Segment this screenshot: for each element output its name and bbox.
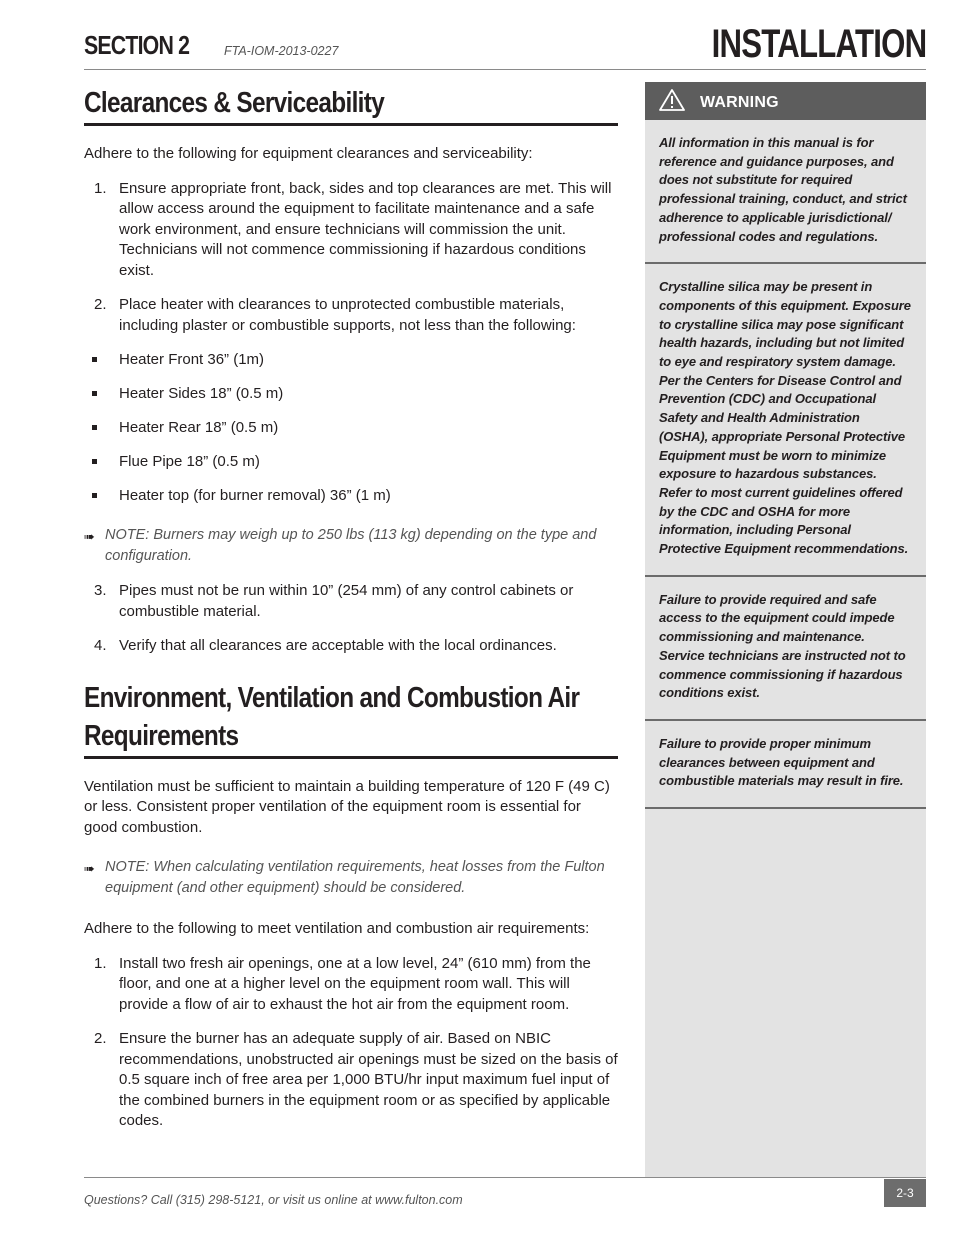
list-item: Heater Sides 18” (0.5 m) bbox=[84, 384, 618, 405]
clearances-steps-a bbox=[84, 179, 618, 337]
burner-weight-note: ➠ NOTE: Burners may weigh up to 250 lbs (113 kg) depending on the type and configuration. bbox=[84, 527, 597, 564]
clearance-bullets bbox=[84, 350, 618, 507]
bullet-square-icon bbox=[92, 493, 97, 498]
warning-sidebar bbox=[645, 82, 926, 1177]
clearances-intro: Adhere to the following for equipment clearances and serviceability: bbox=[84, 145, 533, 162]
list-item: 2. Ensure the burner has an adequate supply of air. Based on NBIC recommendations, unobstructed air openings must be sized on the basis of 0.5 square inch of free area per 1,000 BTU/hr input maximum fuel input of the combined burners in the equipment room or as specified by applicable codes. bbox=[94, 1030, 618, 1129]
warning-label: WARNING bbox=[700, 94, 779, 111]
warning-block: Failure to provide proper minimum clearances between equipment and combustible materials may result in fire. bbox=[645, 721, 926, 809]
footer-divider bbox=[84, 1177, 926, 1178]
warning-triangle-icon bbox=[659, 89, 685, 111]
document-number: FTA-IOM-2013-0227 bbox=[224, 44, 339, 58]
list-item: Heater Front 36” (1m) bbox=[84, 350, 618, 371]
list-item: Heater Rear 18” (0.5 m) bbox=[84, 418, 618, 439]
ventilation-paragraph: Ventilation must be sufficient to maintain a building temperature of 120 F (49 C) or less. Consistent proper ventilation of the equipment room is essential for good combustion. bbox=[84, 777, 610, 836]
main-content bbox=[84, 84, 618, 1132]
list-item: 4. Verify that all clearances are acceptable with the local ordinances. bbox=[94, 637, 557, 654]
header-divider bbox=[84, 69, 926, 70]
environment-heading: Environment, Ventilation and Combustion Air Requirements bbox=[84, 679, 618, 759]
page-number: 2-3 bbox=[884, 1179, 926, 1207]
note-arrow-icon: ➠ bbox=[84, 529, 95, 544]
section-label: SECTION 2 bbox=[84, 30, 190, 60]
list-item: Heater top (for burner removal) 36” (1 m) bbox=[84, 486, 618, 507]
warning-header bbox=[645, 82, 926, 120]
list-item: 1. Install two fresh air openings, one at a low level, 24” (610 mm) from the floor, and one at a higher level on the equipment room wall. This will provide a flow of air to exhaust the hot air from the equipment room. bbox=[94, 954, 591, 1013]
bullet-square-icon bbox=[92, 425, 97, 430]
ventilation-steps bbox=[84, 954, 618, 1132]
bullet-square-icon bbox=[92, 459, 97, 464]
warning-block: All information in this manual is for reference and guidance purposes, and does not substitute for required professional training, conduct, and strict adherence to applicable jurisdictional/ professional codes and regulations. bbox=[645, 120, 926, 264]
list-item: 3. Pipes must not be run within 10” (254 mm) of any control cabinets or combustible material. bbox=[94, 582, 574, 620]
page-title: INSTALLATION bbox=[711, 22, 926, 66]
clearances-heading: Clearances & Serviceability bbox=[84, 84, 618, 126]
note-arrow-icon: ➠ bbox=[84, 861, 95, 876]
ventilation-intro: Adhere to the following to meet ventilation and combustion air requirements: bbox=[84, 920, 590, 937]
warning-block: Failure to provide required and safe access to the equipment could impede commissioning and maintenance. Service technicians are instructed not to commence commissioning if hazardous conditions exist. bbox=[645, 577, 926, 721]
list-item: 2. Place heater with clearances to unprotected combustible materials, including plaster or combustible supports, not less than the following: bbox=[94, 296, 576, 334]
list-item: Flue Pipe 18” (0.5 m) bbox=[84, 452, 618, 473]
bullet-square-icon bbox=[92, 357, 97, 362]
clearances-steps-b bbox=[84, 581, 618, 657]
bullet-square-icon bbox=[92, 391, 97, 396]
list-item: 1. Ensure appropriate front, back, sides and top clearances are met. This will allow access around the equipment to facilitate maintenance and a safe work environment, and ensure technicians will commission the unit. Technicians will not commence commissioning if hazardous conditions exist. bbox=[94, 179, 612, 279]
warning-block: Crystalline silica may be present in components of this equipment. Exposure to crystalline silica may pose significant health hazards, including but not limited to eye and respiratory system damage. Per the Centers for Disease Control and Prevention (CDC) and Occupational Safety and Health Administration (OSHA), appropriate Personal Protective Equipment must be worn to minimize exposure to hazardous substances. Refer to most current guidelines offered by the CDC and OSHA for more information, including Personal Protective Equipment recommendations. bbox=[645, 264, 926, 577]
footer-contact: Questions? Call (315) 298-5121, or visit us online at www.fulton.com bbox=[84, 1193, 463, 1207]
ventilation-note: ➠ NOTE: When calculating ventilation requirements, heat losses from the Fulton equipment (and other equipment) should be considered. bbox=[84, 859, 605, 896]
